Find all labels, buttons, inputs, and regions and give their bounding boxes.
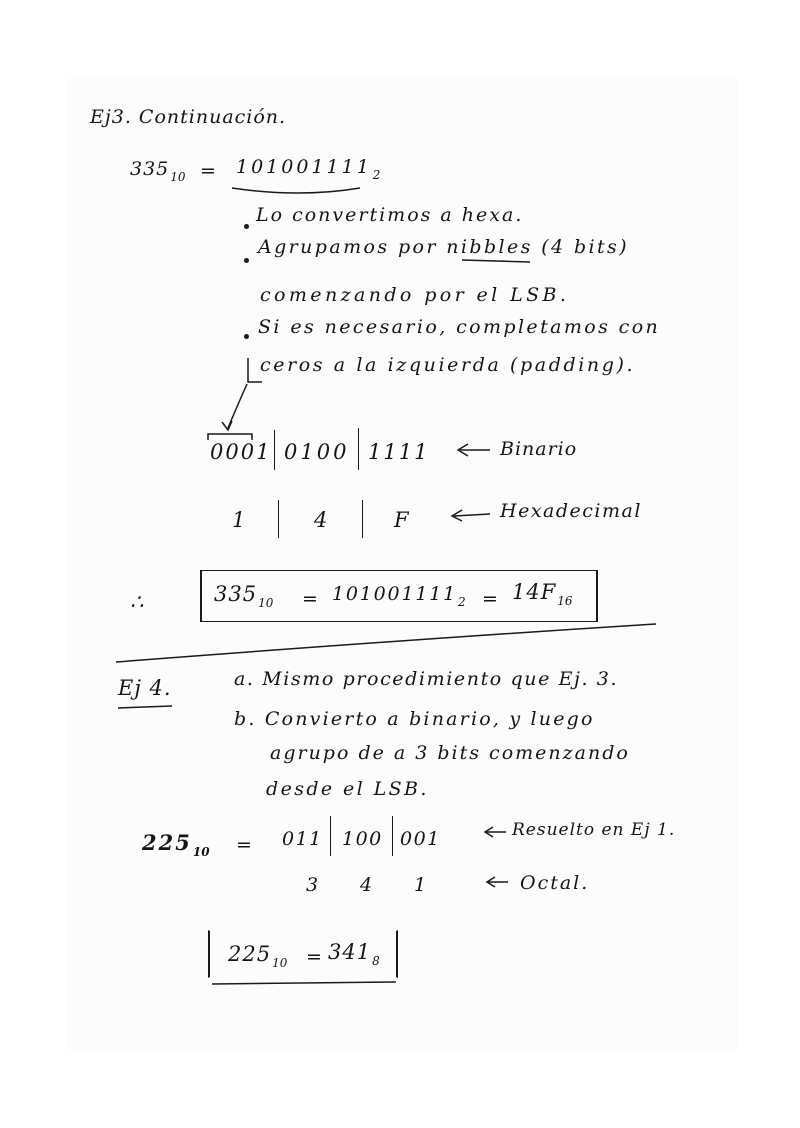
hex-digit-1: 4 (314, 508, 329, 532)
ej4-equation-lhs (142, 830, 210, 859)
ej4-decimal-base: 10 (192, 845, 210, 859)
bullet-padding-1: Si es necesario, completamos con (258, 316, 661, 338)
bullet-left-bracket (248, 358, 262, 382)
result-equal-2: = (482, 588, 499, 610)
nibble-1: 0100 (284, 440, 350, 464)
nibbles-underline (462, 260, 530, 262)
ej3-decimal-base: 10 (170, 170, 186, 184)
bullet-lsb: comenzando por el LSB. (260, 284, 570, 306)
nibble-0: 0001 (210, 440, 272, 464)
hex-separator (362, 500, 363, 538)
ej4-result-equal: = (306, 946, 323, 968)
nibble-separator (274, 430, 275, 470)
result-decimal-base: 10 (258, 596, 274, 610)
ej4-item-b-line-2: agrupo de a 3 bits comenzando (270, 742, 630, 764)
hex-digit-2: F (394, 508, 410, 532)
hex-digit-0: 1 (232, 508, 247, 532)
result-binary-base: 2 (458, 595, 466, 609)
result-binary: 101001111 (332, 583, 457, 605)
label-octal: Octal. (520, 872, 590, 894)
label-hexadecimal: Hexadecimal (500, 500, 642, 522)
padding-arrow (228, 384, 247, 428)
brace-under-binary (232, 188, 360, 193)
bullet-nibbles: Agrupamos por nibbles (4 bits) (258, 236, 629, 258)
page-title: Ej3. Continuación. (90, 106, 287, 128)
octal-group-separator (330, 816, 331, 856)
ej3-result-binary (332, 583, 466, 609)
therefore-symbol: ∴ (130, 590, 145, 614)
bullet-convert-hex: Lo convertimos a hexa. (256, 204, 524, 226)
ej4-result-underline (212, 982, 396, 984)
ej4-result-decimal-base: 10 (272, 956, 288, 970)
result-equal-1: = (302, 588, 319, 610)
ej4-decimal-value: 225 (142, 830, 192, 855)
result-decimal: 335 (214, 582, 258, 606)
octal-group-1: 100 (342, 828, 383, 850)
result-hex: 14F (512, 580, 557, 604)
hex-arrow-shaft (454, 514, 490, 516)
octal-group-separator (392, 816, 393, 856)
hex-separator (278, 500, 279, 538)
octal-digit-0: 3 (306, 874, 320, 896)
ej4-result (228, 942, 288, 970)
note-resuelto: Resuelto en Ej 1. (512, 820, 676, 840)
ej4-item-b-line-3: desde el LSB. (266, 778, 429, 800)
ej4-result-octal (328, 940, 380, 968)
ej4-result-octal-value: 341 (328, 940, 372, 964)
ej4-label: Ej 4. (118, 676, 172, 700)
ej3-result (214, 582, 274, 610)
label-binario: Binario (500, 438, 578, 460)
ej4-label-underline (118, 706, 172, 708)
ej4-result-octal-base: 8 (372, 954, 380, 968)
octal-group-2: 001 (400, 828, 441, 850)
octal-group-0: 011 (282, 828, 323, 850)
nibble-separator (358, 428, 359, 470)
ej3-equal-sign: = (200, 160, 217, 182)
ej4-result-decimal: 225 (228, 942, 272, 966)
ej4-item-a: a. Mismo procedimiento que Ej. 3. (234, 668, 619, 690)
octal-digit-2: 1 (414, 874, 428, 896)
ej4-item-b-line-1: b. Convierto a binario, y luego (234, 708, 595, 730)
section-divider (116, 624, 656, 662)
ej4-equal-sign: = (236, 834, 253, 856)
nibble-2: 1111 (368, 440, 430, 464)
ej3-binary-digits: 101001111 (236, 156, 372, 178)
octal-digit-1: 4 (360, 874, 374, 896)
ej3-result-hex (512, 580, 573, 608)
result-hex-base: 16 (557, 594, 573, 608)
ej3-binary-base: 2 (372, 168, 381, 182)
bullet-padding-2: ceros a la izquierda (padding). (260, 354, 636, 376)
ej3-decimal-value: 335 (130, 158, 170, 180)
